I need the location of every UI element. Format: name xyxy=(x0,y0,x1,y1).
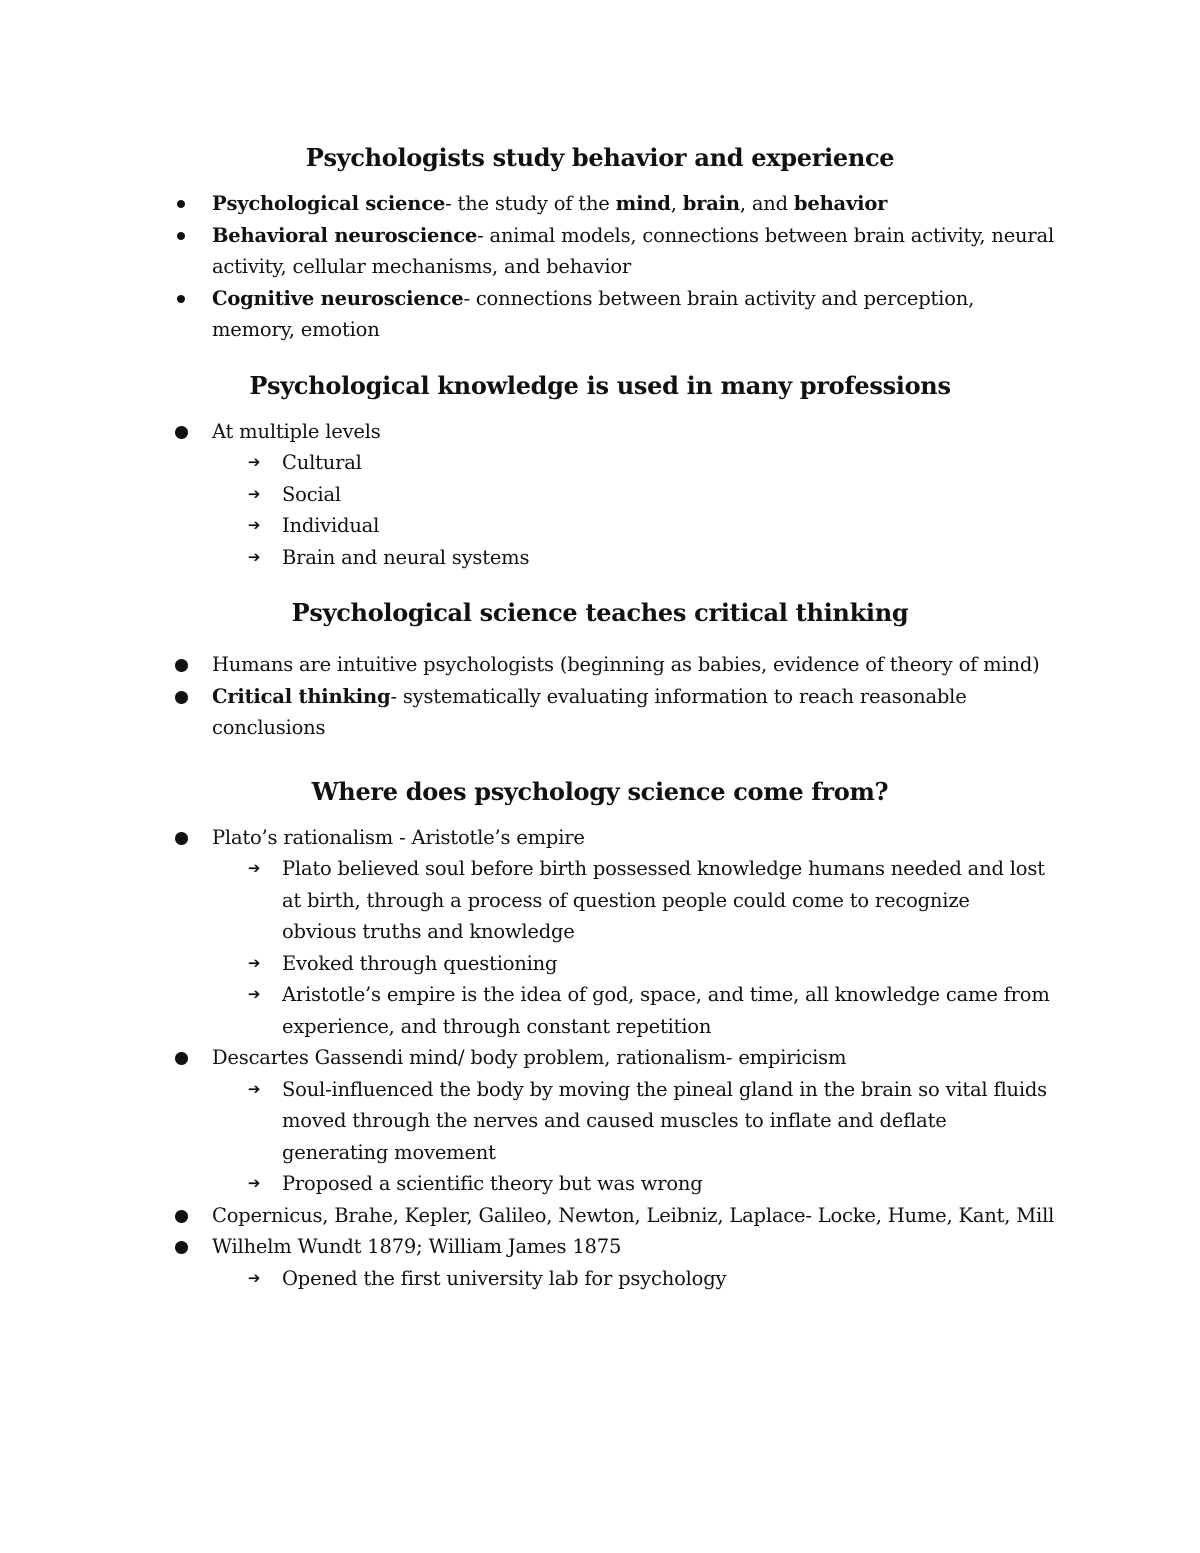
bullet-icon xyxy=(173,220,189,240)
item-text: Cultural xyxy=(282,451,362,474)
list-item xyxy=(0,188,1200,220)
item-text: Plato’s rationalism - Aristotle’s empire xyxy=(212,825,585,849)
item-text: Individual xyxy=(282,514,380,537)
sub-list-item xyxy=(0,510,1200,542)
item-text: Wilhelm Wundt 1879; William James 1875 xyxy=(212,1235,622,1258)
bullet-icon xyxy=(173,681,189,704)
document-content xyxy=(0,138,1200,1294)
bullet-list xyxy=(0,188,1200,346)
bullet-icon xyxy=(173,283,189,303)
item-text: , and xyxy=(739,192,794,215)
bullet-icon xyxy=(173,188,189,208)
sub-list-item xyxy=(0,542,1200,574)
sub-list-item xyxy=(0,979,1200,1042)
list-item xyxy=(0,822,1200,854)
arrow-icon: ➔ xyxy=(247,547,261,566)
item-text: Evoked through questioning xyxy=(282,951,558,975)
item-text: Plato believed soul before birth possessed knowledge humans needed and lost at birth, through a process of question people could come to recognize obvious truths and knowledge xyxy=(282,857,1045,943)
bullet-icon xyxy=(173,1231,189,1254)
sub-list-item xyxy=(0,853,1200,948)
term: Cognitive neuroscience xyxy=(212,286,464,310)
item-text: - animal models, connections between brain activity, neural activity, cellular mechanisms, and behavior xyxy=(212,223,1054,278)
bullet-list xyxy=(0,416,1200,574)
bullet-list xyxy=(0,649,1200,744)
bullet-icon xyxy=(173,822,189,845)
list-item xyxy=(0,649,1200,681)
arrow-icon: ➔ xyxy=(247,453,261,471)
bullet-icon xyxy=(173,1042,189,1065)
sub-list-item xyxy=(0,948,1200,980)
bullet-icon xyxy=(173,416,189,439)
item-text: Brain and neural systems xyxy=(282,545,530,569)
list-item xyxy=(0,283,1200,346)
sub-list-item xyxy=(0,1263,1200,1295)
section-heading: Psychological knowledge is used in many professions xyxy=(249,370,951,400)
item-text: Copernicus, Brahe, Kepler, Galileo, Newton, Leibniz, Laplace- Locke, Hume, Kant, Mill xyxy=(212,1203,1055,1227)
term: mind xyxy=(615,192,671,215)
section-heading: Where does psychology science come from? xyxy=(311,776,889,806)
list-item xyxy=(0,1042,1200,1074)
arrow-icon: ➔ xyxy=(247,859,261,877)
arrow-icon: ➔ xyxy=(247,953,261,972)
term: Psychological science xyxy=(212,192,446,215)
list-item xyxy=(0,681,1200,744)
bullet-list xyxy=(0,822,1200,1295)
arrow-icon: ➔ xyxy=(247,1268,261,1287)
arrow-icon: ➔ xyxy=(247,484,261,503)
item-text: Opened the first university lab for psychology xyxy=(282,1266,727,1290)
section-heading: Psychologists study behavior and experience xyxy=(305,143,895,172)
list-item xyxy=(0,416,1200,448)
item-text: Social xyxy=(282,482,341,506)
term: brain xyxy=(682,192,740,215)
term: behavior xyxy=(793,192,888,215)
list-item xyxy=(0,1200,1200,1232)
item-text: Soul-influenced the body by moving the pineal gland in the brain so vital fluids moved through the nerves and caused muscles to inflate and deflate generating movement xyxy=(282,1077,1047,1164)
list-item xyxy=(0,1231,1200,1263)
list-item xyxy=(0,220,1200,283)
bullet-icon xyxy=(173,649,189,672)
item-text: - the study of the xyxy=(445,192,616,215)
section-heading: Psychological science teaches critical thinking xyxy=(291,598,909,627)
item-text: Proposed a scientific theory but was wrong xyxy=(282,1172,703,1195)
item-text: - systematically evaluating information to reach reasonable conclusions xyxy=(212,684,967,739)
arrow-icon: ➔ xyxy=(247,516,261,534)
sub-list-item xyxy=(0,1074,1200,1169)
arrow-icon: ➔ xyxy=(247,1174,261,1192)
item-text: Humans are intuitive psychologists (beginning as babies, evidence of theory of mind) xyxy=(212,653,1040,676)
item-text: , xyxy=(670,192,683,215)
term: Critical thinking xyxy=(212,684,391,708)
item-text: Descartes Gassendi mind/ body problem, rationalism- empiricism xyxy=(212,1046,847,1069)
item-text: - connections between brain activity and perception, memory, emotion xyxy=(212,286,975,341)
item-text: At multiple levels xyxy=(212,419,381,443)
arrow-icon: ➔ xyxy=(247,985,261,1003)
bullet-icon xyxy=(173,1200,189,1223)
sub-list-item xyxy=(0,1168,1200,1200)
sub-list-item xyxy=(0,447,1200,479)
sub-list-item xyxy=(0,479,1200,511)
term: Behavioral neuroscience xyxy=(212,223,478,247)
item-text: Aristotle’s empire is the idea of god, space, and time, all knowledge came from experience, and through constant repetition xyxy=(282,983,1050,1038)
arrow-icon: ➔ xyxy=(247,1079,261,1098)
